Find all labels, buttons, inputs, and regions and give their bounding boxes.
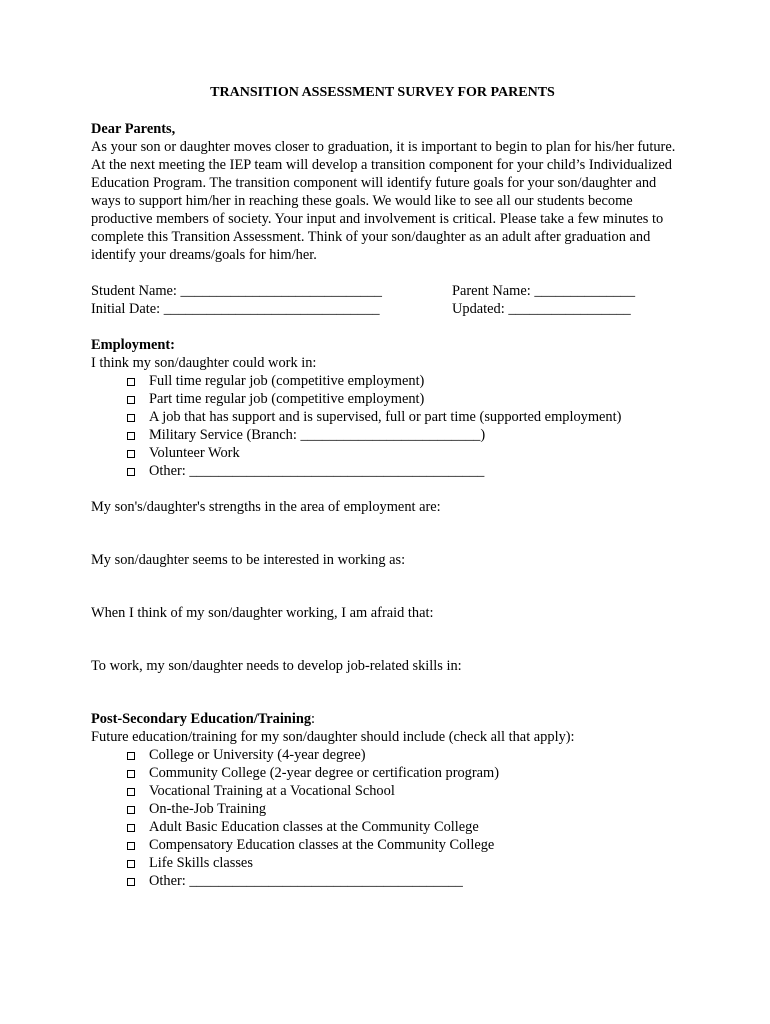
employment-option[interactable] bbox=[127, 408, 706, 426]
checkbox-icon[interactable] bbox=[127, 770, 135, 778]
employment-option[interactable] bbox=[127, 390, 706, 408]
intro-line: As your son or daughter moves closer to graduation, it is important to begin to plan for his/her future. bbox=[91, 139, 676, 155]
checkbox-icon[interactable] bbox=[127, 806, 135, 814]
checkbox-icon[interactable] bbox=[127, 842, 135, 850]
option-label: Vocational Training at a Vocational School bbox=[149, 783, 395, 799]
checkbox-icon[interactable] bbox=[127, 432, 135, 440]
intro-line: At the next meeting the IEP team will develop a transition component for your child’s Individualized bbox=[91, 157, 672, 173]
student-name-field[interactable]: Student Name: ____________________________ bbox=[91, 283, 382, 299]
option-label: Other: _________________________________________ bbox=[149, 463, 485, 479]
option-label: Community College (2-year degree or certification program) bbox=[149, 765, 500, 781]
employment-option[interactable] bbox=[127, 372, 706, 390]
employment-skills-question: To work, my son/daughter needs to develop job-related skills in: bbox=[91, 658, 462, 674]
employment-interest-question: My son/daughter seems to be interested in working as: bbox=[91, 552, 406, 568]
option-label: Full time regular job (competitive employment) bbox=[149, 373, 425, 389]
option-label: A job that has support and is supervised, full or part time (supported employment) bbox=[149, 409, 622, 425]
option-label: Military Service (Branch: _________________________) bbox=[149, 427, 486, 443]
checkbox-icon[interactable] bbox=[127, 468, 135, 476]
checkbox-icon[interactable] bbox=[127, 450, 135, 458]
intro-line: complete this Transition Assessment. Think of your son/daughter as an adult after graduation and bbox=[91, 229, 651, 245]
employment-options bbox=[91, 372, 706, 480]
checkbox-icon[interactable] bbox=[127, 788, 135, 796]
post-secondary-option[interactable] bbox=[127, 854, 706, 872]
intro-line: Education Program. The transition component will identify future goals for your son/daughter and bbox=[91, 175, 657, 191]
option-label: Volunteer Work bbox=[149, 445, 240, 461]
option-label: Compensatory Education classes at the Community College bbox=[149, 837, 495, 853]
employment-option[interactable] bbox=[127, 444, 706, 462]
checkbox-icon[interactable] bbox=[127, 824, 135, 832]
post-secondary-option[interactable] bbox=[127, 872, 706, 890]
checkbox-icon[interactable] bbox=[127, 878, 135, 886]
employment-option[interactable] bbox=[127, 426, 706, 444]
employment-fear-question: When I think of my son/daughter working, I am afraid that: bbox=[91, 605, 434, 621]
post-secondary-option[interactable] bbox=[127, 800, 706, 818]
post-secondary-options bbox=[91, 746, 706, 890]
intro-paragraph bbox=[91, 138, 706, 264]
option-label: Life Skills classes bbox=[149, 855, 253, 871]
option-label: Part time regular job (competitive employment) bbox=[149, 391, 425, 407]
checkbox-icon[interactable] bbox=[127, 396, 135, 404]
post-secondary-option[interactable] bbox=[127, 782, 706, 800]
info-fields bbox=[91, 282, 706, 318]
post-secondary-heading-colon: : bbox=[311, 711, 316, 727]
checkbox-icon[interactable] bbox=[127, 378, 135, 386]
option-label: College or University (4-year degree) bbox=[149, 747, 366, 763]
post-secondary-heading-text: Post-Secondary Education/Training bbox=[91, 711, 312, 727]
option-label: Adult Basic Education classes at the Community College bbox=[149, 819, 479, 835]
post-secondary-heading bbox=[91, 710, 706, 728]
document-title: TRANSITION ASSESSMENT SURVEY FOR PARENTS bbox=[210, 85, 555, 100]
option-label: Other: ______________________________________ bbox=[149, 873, 463, 889]
post-secondary-option[interactable] bbox=[127, 764, 706, 782]
post-secondary-option[interactable] bbox=[127, 818, 706, 836]
checkbox-icon[interactable] bbox=[127, 860, 135, 868]
checkbox-icon[interactable] bbox=[127, 752, 135, 760]
intro-line: ways to support him/her in reaching these goals. We would like to see all our students become bbox=[91, 193, 633, 209]
updated-field[interactable]: Updated: _________________ bbox=[452, 301, 631, 317]
parent-name-field[interactable]: Parent Name: ______________ bbox=[452, 283, 636, 299]
checkbox-icon[interactable] bbox=[127, 414, 135, 422]
post-secondary-section bbox=[91, 710, 706, 890]
initial-date-field[interactable]: Initial Date: ______________________________ bbox=[91, 301, 380, 317]
post-secondary-option[interactable] bbox=[127, 836, 706, 854]
employment-strengths-question: My son's/daughter's strengths in the area of employment are: bbox=[91, 499, 441, 515]
employment-prompt: I think my son/daughter could work in: bbox=[91, 355, 317, 371]
employment-option[interactable] bbox=[127, 462, 706, 480]
intro-line: productive members of society. Your input and involvement is critical. Please take a few minutes to bbox=[91, 211, 664, 227]
employment-heading: Employment: bbox=[91, 337, 175, 353]
salutation: Dear Parents, bbox=[91, 121, 176, 137]
intro-line: identify your dreams/goals for him/her. bbox=[91, 247, 317, 263]
option-label: On-the-Job Training bbox=[149, 801, 267, 817]
post-secondary-option[interactable] bbox=[127, 746, 706, 764]
post-secondary-prompt: Future education/training for my son/daughter should include (check all that apply): bbox=[91, 729, 575, 745]
employment-section bbox=[91, 336, 706, 675]
